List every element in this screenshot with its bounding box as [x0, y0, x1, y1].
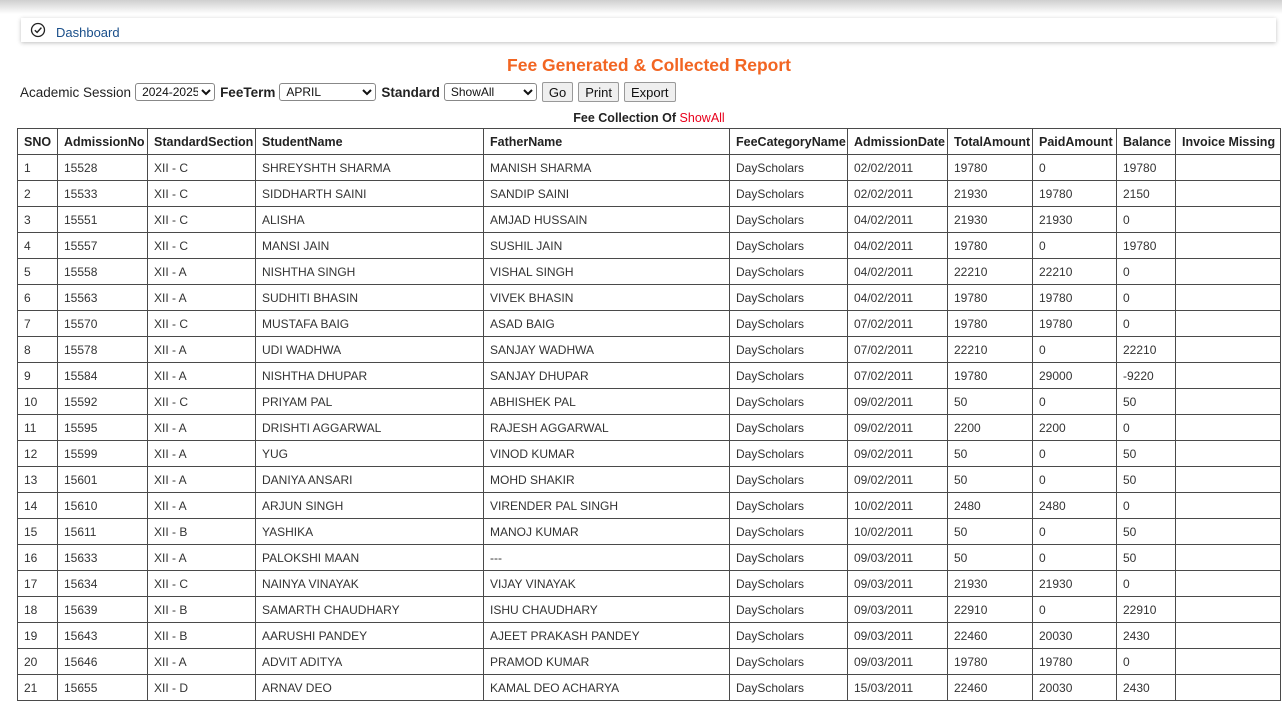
table-cell: 19780: [1033, 285, 1117, 311]
table-row: [18, 285, 1281, 311]
column-header: StandardSection: [148, 129, 256, 155]
table-cell: PRIYAM PAL: [256, 389, 484, 415]
table-cell: XII - B: [148, 597, 256, 623]
table-cell: 14: [18, 493, 58, 519]
table-cell: ALISHA: [256, 207, 484, 233]
table-cell: 19780: [1033, 649, 1117, 675]
table-cell: 15: [18, 519, 58, 545]
table-cell: [1176, 623, 1281, 649]
table-cell: [1176, 207, 1281, 233]
table-cell: 09/03/2011: [848, 571, 948, 597]
table-cell: 50: [1117, 441, 1176, 467]
table-cell: 6: [18, 285, 58, 311]
table-cell: 15634: [58, 571, 148, 597]
table-cell: DayScholars: [730, 311, 848, 337]
table-cell: XII - B: [148, 519, 256, 545]
fee-collection-subtitle: [0, 111, 1282, 125]
table-cell: 21930: [948, 181, 1033, 207]
table-cell: 2150: [1117, 181, 1176, 207]
table-cell: DayScholars: [730, 415, 848, 441]
print-button[interactable]: Print: [578, 82, 619, 102]
table-cell: XII - C: [148, 233, 256, 259]
table-cell: DayScholars: [730, 441, 848, 467]
go-button[interactable]: Go: [542, 82, 573, 102]
check-circle-icon: [30, 22, 46, 38]
table-cell: [1176, 155, 1281, 181]
table-cell: [1176, 545, 1281, 571]
table-cell: 15570: [58, 311, 148, 337]
table-cell: 04/02/2011: [848, 233, 948, 259]
table-cell: 15551: [58, 207, 148, 233]
table-cell: [1176, 337, 1281, 363]
table-cell: 09/03/2011: [848, 597, 948, 623]
table-cell: 22910: [1117, 597, 1176, 623]
table-cell: 19780: [948, 363, 1033, 389]
table-cell: XII - A: [148, 337, 256, 363]
table-cell: [1176, 311, 1281, 337]
table-cell: 0: [1117, 311, 1176, 337]
table-cell: XII - A: [148, 363, 256, 389]
table-cell: 22210: [1033, 259, 1117, 285]
table-cell: 0: [1033, 233, 1117, 259]
table-cell: 29000: [1033, 363, 1117, 389]
table-cell: 50: [948, 441, 1033, 467]
table-cell: 0: [1117, 285, 1176, 311]
table-cell: 2430: [1117, 675, 1176, 701]
table-cell: MOHD SHAKIR: [484, 467, 730, 493]
table-cell: 15610: [58, 493, 148, 519]
table-cell: 20: [18, 649, 58, 675]
table-cell: 4: [18, 233, 58, 259]
table-cell: [1176, 259, 1281, 285]
column-header: AdmissionNo: [58, 129, 148, 155]
table-cell: 0: [1117, 415, 1176, 441]
table-cell: 50: [948, 519, 1033, 545]
breadcrumb: [21, 18, 1276, 42]
table-cell: 22910: [948, 597, 1033, 623]
table-cell: 0: [1117, 571, 1176, 597]
table-cell: [1176, 389, 1281, 415]
standard-select[interactable]: [444, 83, 537, 101]
table-cell: 15595: [58, 415, 148, 441]
table-cell: RAJESH AGGARWAL: [484, 415, 730, 441]
table-cell: 11: [18, 415, 58, 441]
table-cell: [1176, 467, 1281, 493]
table-cell: 2200: [1033, 415, 1117, 441]
table-cell: -9220: [1117, 363, 1176, 389]
table-cell: 19780: [948, 311, 1033, 337]
table-cell: 9: [18, 363, 58, 389]
table-row: [18, 415, 1281, 441]
column-header: Invoice Missing: [1176, 129, 1281, 155]
table-cell: YASHIKA: [256, 519, 484, 545]
table-cell: DayScholars: [730, 467, 848, 493]
table-cell: YUG: [256, 441, 484, 467]
table-cell: 21930: [948, 571, 1033, 597]
table-cell: MANISH SHARMA: [484, 155, 730, 181]
table-cell: XII - C: [148, 181, 256, 207]
table-cell: 15639: [58, 597, 148, 623]
table-cell: VIJAY VINAYAK: [484, 571, 730, 597]
table-cell: VIVEK BHASIN: [484, 285, 730, 311]
table-row: [18, 233, 1281, 259]
table-cell: 2430: [1117, 623, 1176, 649]
table-cell: 22210: [1117, 337, 1176, 363]
table-cell: AJEET PRAKASH PANDEY: [484, 623, 730, 649]
table-cell: 0: [1033, 337, 1117, 363]
table-cell: 15592: [58, 389, 148, 415]
table-cell: SANJAY WADHWA: [484, 337, 730, 363]
table-cell: DayScholars: [730, 363, 848, 389]
table-cell: ADVIT ADITYA: [256, 649, 484, 675]
table-cell: [1176, 649, 1281, 675]
table-row: [18, 519, 1281, 545]
standard-label: Standard: [381, 84, 440, 100]
table-cell: DayScholars: [730, 233, 848, 259]
fee-report-table: [17, 128, 1281, 701]
table-cell: VINOD KUMAR: [484, 441, 730, 467]
table-cell: DayScholars: [730, 623, 848, 649]
academic-session-select[interactable]: [135, 83, 215, 101]
table-cell: 22210: [948, 259, 1033, 285]
table-cell: [1176, 571, 1281, 597]
table-cell: 0: [1033, 389, 1117, 415]
table-cell: 2200: [948, 415, 1033, 441]
dashboard-link[interactable]: Dashboard: [56, 24, 120, 40]
table-cell: 0: [1033, 467, 1117, 493]
table-cell: 21930: [948, 207, 1033, 233]
table-cell: 15655: [58, 675, 148, 701]
table-cell: [1176, 519, 1281, 545]
table-cell: 13: [18, 467, 58, 493]
table-cell: SUSHIL JAIN: [484, 233, 730, 259]
table-cell: [1176, 233, 1281, 259]
table-cell: 15643: [58, 623, 148, 649]
table-cell: 16: [18, 545, 58, 571]
table-row: [18, 441, 1281, 467]
table-cell: 15558: [58, 259, 148, 285]
table-body: [18, 155, 1281, 701]
table-cell: 04/02/2011: [848, 259, 948, 285]
feeterm-select[interactable]: [279, 83, 376, 101]
table-cell: 15646: [58, 649, 148, 675]
table-cell: 1: [18, 155, 58, 181]
table-cell: SANJAY DHUPAR: [484, 363, 730, 389]
table-cell: XII - A: [148, 467, 256, 493]
table-cell: 22460: [948, 675, 1033, 701]
table-cell: 22210: [948, 337, 1033, 363]
table-cell: 15601: [58, 467, 148, 493]
table-cell: NAINYA VINAYAK: [256, 571, 484, 597]
table-cell: 15/03/2011: [848, 675, 948, 701]
table-cell: [1176, 285, 1281, 311]
table-cell: DayScholars: [730, 389, 848, 415]
table-cell: 09/02/2011: [848, 389, 948, 415]
table-cell: 50: [948, 467, 1033, 493]
table-cell: 02/02/2011: [848, 181, 948, 207]
table-cell: ---: [484, 545, 730, 571]
table-cell: 19780: [1033, 181, 1117, 207]
table-cell: DRISHTI AGGARWAL: [256, 415, 484, 441]
table-cell: 09/02/2011: [848, 415, 948, 441]
column-header: FeeCategoryName: [730, 129, 848, 155]
table-cell: DayScholars: [730, 597, 848, 623]
table-cell: 15533: [58, 181, 148, 207]
table-row: [18, 597, 1281, 623]
top-shadow: [0, 0, 1282, 14]
table-cell: 50: [1117, 467, 1176, 493]
export-button[interactable]: Export: [624, 82, 676, 102]
table-cell: [1176, 597, 1281, 623]
table-cell: VISHAL SINGH: [484, 259, 730, 285]
table-cell: DayScholars: [730, 181, 848, 207]
table-cell: 07/02/2011: [848, 337, 948, 363]
table-cell: 19780: [948, 649, 1033, 675]
table-cell: XII - A: [148, 545, 256, 571]
table-cell: 0: [1033, 441, 1117, 467]
table-row: [18, 155, 1281, 181]
table-cell: 15563: [58, 285, 148, 311]
table-cell: 2480: [1033, 493, 1117, 519]
academic-session-label: Academic Session: [20, 84, 132, 100]
table-cell: NISHTHA SINGH: [256, 259, 484, 285]
table-cell: 09/02/2011: [848, 441, 948, 467]
table-cell: PRAMOD KUMAR: [484, 649, 730, 675]
table-row: [18, 675, 1281, 701]
table-cell: UDI WADHWA: [256, 337, 484, 363]
table-cell: 5: [18, 259, 58, 285]
table-cell: 50: [1117, 519, 1176, 545]
table-cell: 10: [18, 389, 58, 415]
table-cell: [1176, 675, 1281, 701]
table-cell: KAMAL DEO ACHARYA: [484, 675, 730, 701]
table-row: [18, 571, 1281, 597]
table-cell: MANOJ KUMAR: [484, 519, 730, 545]
table-cell: 18: [18, 597, 58, 623]
table-cell: XII - A: [148, 415, 256, 441]
table-cell: 21930: [1033, 571, 1117, 597]
table-cell: 2480: [948, 493, 1033, 519]
table-cell: 0: [1117, 259, 1176, 285]
table-cell: XII - C: [148, 389, 256, 415]
table-cell: SANDIP SAINI: [484, 181, 730, 207]
table-row: [18, 389, 1281, 415]
table-cell: 20030: [1033, 623, 1117, 649]
column-header: StudentName: [256, 129, 484, 155]
table-cell: SAMARTH CHAUDHARY: [256, 597, 484, 623]
table-cell: 04/02/2011: [848, 285, 948, 311]
table-cell: SIDDHARTH SAINI: [256, 181, 484, 207]
table-cell: 0: [1117, 649, 1176, 675]
table-cell: AMJAD HUSSAIN: [484, 207, 730, 233]
table-cell: ASAD BAIG: [484, 311, 730, 337]
table-cell: XII - A: [148, 259, 256, 285]
table-cell: 2: [18, 181, 58, 207]
table-cell: 15633: [58, 545, 148, 571]
table-cell: 21930: [1033, 207, 1117, 233]
column-header: TotalAmount: [948, 129, 1033, 155]
table-cell: 04/02/2011: [848, 207, 948, 233]
table-cell: DayScholars: [730, 545, 848, 571]
table-cell: 15611: [58, 519, 148, 545]
column-header: FatherName: [484, 129, 730, 155]
table-cell: 09/03/2011: [848, 649, 948, 675]
table-cell: 07/02/2011: [848, 363, 948, 389]
table-cell: [1176, 415, 1281, 441]
table-cell: 50: [1117, 389, 1176, 415]
table-cell: NISHTHA DHUPAR: [256, 363, 484, 389]
table-cell: 19780: [1117, 233, 1176, 259]
column-header: PaidAmount: [1033, 129, 1117, 155]
report-title: Fee Generated & Collected Report: [507, 55, 791, 75]
table-cell: 15584: [58, 363, 148, 389]
table-cell: 17: [18, 571, 58, 597]
table-cell: 19780: [1117, 155, 1176, 181]
table-cell: 8: [18, 337, 58, 363]
table-cell: 09/02/2011: [848, 467, 948, 493]
table-cell: XII - C: [148, 571, 256, 597]
table-cell: DayScholars: [730, 675, 848, 701]
table-cell: SUDHITI BHASIN: [256, 285, 484, 311]
table-cell: 0: [1033, 519, 1117, 545]
table-cell: XII - C: [148, 207, 256, 233]
table-row: [18, 337, 1281, 363]
table-row: [18, 623, 1281, 649]
table-cell: ARNAV DEO: [256, 675, 484, 701]
table-cell: 12: [18, 441, 58, 467]
table-cell: ARJUN SINGH: [256, 493, 484, 519]
table-cell: 19780: [948, 233, 1033, 259]
table-cell: XII - A: [148, 649, 256, 675]
table-cell: DayScholars: [730, 337, 848, 363]
table-cell: 20030: [1033, 675, 1117, 701]
filter-bar: [20, 82, 676, 102]
table-cell: 0: [1033, 545, 1117, 571]
table-cell: 50: [948, 545, 1033, 571]
table-cell: XII - A: [148, 441, 256, 467]
table-cell: ISHU CHAUDHARY: [484, 597, 730, 623]
table-cell: 0: [1033, 155, 1117, 181]
table-cell: 15528: [58, 155, 148, 181]
column-header: SNO: [18, 129, 58, 155]
table-cell: DayScholars: [730, 519, 848, 545]
table-cell: 3: [18, 207, 58, 233]
table-row: [18, 207, 1281, 233]
subtitle-value: ShowAll: [679, 111, 725, 125]
table-header-row: [18, 129, 1281, 155]
table-cell: 19780: [948, 285, 1033, 311]
column-header: AdmissionDate: [848, 129, 948, 155]
table-cell: 19780: [948, 155, 1033, 181]
table-cell: MUSTAFA BAIG: [256, 311, 484, 337]
table-cell: 0: [1117, 493, 1176, 519]
table-cell: XII - A: [148, 493, 256, 519]
table-cell: DayScholars: [730, 259, 848, 285]
table-cell: PALOKSHI MAAN: [256, 545, 484, 571]
subtitle-prefix: Fee Collection Of: [573, 111, 677, 125]
table-cell: 0: [1117, 207, 1176, 233]
table-cell: AARUSHI PANDEY: [256, 623, 484, 649]
table-cell: 19780: [1033, 311, 1117, 337]
table-cell: [1176, 363, 1281, 389]
table-row: [18, 649, 1281, 675]
table-cell: 50: [948, 389, 1033, 415]
table-cell: 09/03/2011: [848, 623, 948, 649]
table-cell: SHREYSHTH SHARMA: [256, 155, 484, 181]
table-cell: 02/02/2011: [848, 155, 948, 181]
table-cell: 07/02/2011: [848, 311, 948, 337]
table-row: [18, 311, 1281, 337]
table-cell: 10/02/2011: [848, 493, 948, 519]
table-cell: XII - B: [148, 623, 256, 649]
table-cell: DayScholars: [730, 207, 848, 233]
feeterm-label: FeeTerm: [220, 84, 276, 100]
table-row: [18, 259, 1281, 285]
table-cell: VIRENDER PAL SINGH: [484, 493, 730, 519]
table-row: [18, 467, 1281, 493]
table-cell: 19: [18, 623, 58, 649]
table-cell: 22460: [948, 623, 1033, 649]
table-cell: 15557: [58, 233, 148, 259]
table-row: [18, 493, 1281, 519]
table-cell: 0: [1033, 597, 1117, 623]
table-cell: DayScholars: [730, 155, 848, 181]
table-cell: [1176, 441, 1281, 467]
table-cell: DayScholars: [730, 493, 848, 519]
table-row: [18, 545, 1281, 571]
table-row: [18, 363, 1281, 389]
table-row: [18, 181, 1281, 207]
table-cell: DayScholars: [730, 571, 848, 597]
table-cell: 21: [18, 675, 58, 701]
table-cell: DayScholars: [730, 649, 848, 675]
table-cell: MANSI JAIN: [256, 233, 484, 259]
table-cell: 7: [18, 311, 58, 337]
table-cell: XII - A: [148, 285, 256, 311]
table-cell: DANIYA ANSARI: [256, 467, 484, 493]
table-cell: 10/02/2011: [848, 519, 948, 545]
table-cell: 15578: [58, 337, 148, 363]
column-header: Balance: [1117, 129, 1176, 155]
table-cell: 15599: [58, 441, 148, 467]
table-cell: XII - C: [148, 155, 256, 181]
table-cell: XII - C: [148, 311, 256, 337]
table-cell: DayScholars: [730, 285, 848, 311]
table-cell: [1176, 181, 1281, 207]
table-cell: XII - D: [148, 675, 256, 701]
table-cell: 50: [1117, 545, 1176, 571]
table-cell: [1176, 493, 1281, 519]
table-cell: 09/03/2011: [848, 545, 948, 571]
table-cell: ABHISHEK PAL: [484, 389, 730, 415]
